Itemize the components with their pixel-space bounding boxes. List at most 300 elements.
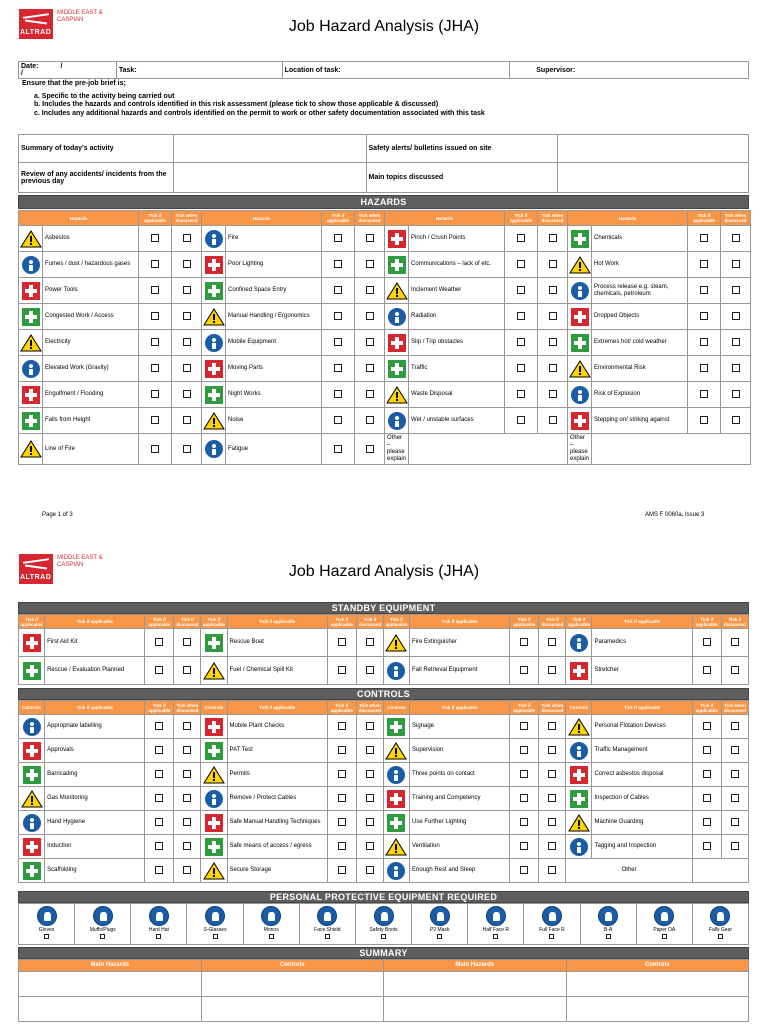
- checkbox-discussed[interactable]: [548, 666, 556, 674]
- ppe-item: [581, 904, 637, 944]
- ppe-checkbox[interactable]: [381, 934, 386, 939]
- hazard-label: Extremes hot/ cold weather: [592, 330, 688, 356]
- safe-means-of-access-egress-icon: [203, 837, 225, 857]
- checkbox-applicable[interactable]: [334, 234, 342, 242]
- checkbox-discussed[interactable]: [732, 234, 740, 242]
- summary-field[interactable]: [173, 135, 366, 163]
- checkbox-discussed[interactable]: [548, 638, 556, 646]
- ppe-row: [18, 903, 749, 945]
- controls-section-title: CONTROLS: [18, 688, 749, 700]
- personal-flotation-devices-icon: [568, 717, 590, 737]
- ppe-label: Muffs/Plugs: [89, 927, 116, 933]
- checkbox-discussed[interactable]: [731, 722, 739, 730]
- checkbox-applicable[interactable]: [700, 364, 708, 372]
- hazards-table: [18, 210, 751, 465]
- summary-field[interactable]: [201, 972, 384, 997]
- checkbox-applicable[interactable]: [151, 286, 159, 294]
- hazard-label: Inclement Weather: [409, 278, 505, 304]
- checkbox-discussed[interactable]: [183, 818, 191, 826]
- checkbox-applicable[interactable]: [700, 312, 708, 320]
- checkbox-applicable[interactable]: [338, 638, 346, 646]
- checkbox-applicable[interactable]: [151, 364, 159, 372]
- checkbox-discussed[interactable]: [732, 416, 740, 424]
- checkbox-discussed[interactable]: [183, 234, 191, 242]
- col-header-tick-applicable: Tick if applicable: [688, 211, 721, 226]
- checkbox-discussed[interactable]: [183, 312, 191, 320]
- col-header-hazards: Hazards: [385, 211, 505, 226]
- ppe-item: [637, 904, 693, 944]
- hazard-label: Asbestos: [43, 226, 139, 252]
- signage-icon: [385, 717, 407, 737]
- ppe-item: [356, 904, 412, 944]
- checkbox-discussed[interactable]: [366, 794, 374, 802]
- ppe-checkbox[interactable]: [100, 934, 105, 939]
- col-header: Tick when discussed: [174, 701, 201, 715]
- checkbox-applicable[interactable]: [151, 390, 159, 398]
- date-label: Date:: [21, 63, 39, 70]
- checkbox-applicable[interactable]: [520, 818, 528, 826]
- checkbox-discussed[interactable]: [183, 866, 191, 874]
- checkbox-applicable[interactable]: [703, 722, 711, 730]
- alerts-field[interactable]: [558, 135, 749, 163]
- table-row: [19, 434, 751, 465]
- hazard-label: Night Works: [226, 382, 322, 408]
- fumes-dust-hazardous-gases-icon: [20, 255, 42, 275]
- monos-icon: [261, 906, 281, 926]
- page-title: Job Hazard Analysis (JHA): [288, 563, 480, 580]
- checkbox-discussed[interactable]: [732, 260, 740, 268]
- checkbox-applicable[interactable]: [334, 312, 342, 320]
- hazard-label: Communications – lack of etc.: [409, 252, 505, 278]
- col-header: Tick if applicable: [201, 615, 227, 629]
- col-header: Tick if discussed: [721, 615, 748, 629]
- checkbox-applicable[interactable]: [700, 260, 708, 268]
- fall-retrieval-equipment-icon: [385, 661, 407, 681]
- mobile-plant-checks-icon: [203, 717, 225, 737]
- table-row: [19, 278, 751, 304]
- checkbox-discussed[interactable]: [183, 260, 191, 268]
- col-header: Tick if applicable: [327, 701, 356, 715]
- checkbox-discussed[interactable]: [732, 312, 740, 320]
- fuel-chemical-spill-kit-icon: [203, 661, 225, 681]
- ppe-checkbox[interactable]: [606, 934, 611, 939]
- checkbox-discussed[interactable]: [366, 818, 374, 826]
- ppe-label: Face Shield: [314, 927, 341, 933]
- ppe-checkbox[interactable]: [493, 934, 498, 939]
- falls-from-height-icon: [20, 411, 42, 431]
- alerts-label: Safety alerts/ bulletins issued on site: [366, 135, 558, 163]
- hard-hat-icon: [149, 906, 169, 926]
- checkbox-applicable[interactable]: [517, 286, 525, 294]
- hazard-label: Noise: [226, 408, 322, 434]
- col-header: Tick if applicable: [692, 615, 721, 629]
- poor-lighting-icon: [203, 255, 225, 275]
- hazard-label: Moving Parts: [226, 356, 322, 382]
- checkbox-discussed[interactable]: [548, 818, 556, 826]
- checkbox-discussed[interactable]: [366, 286, 374, 294]
- checkbox-applicable[interactable]: [703, 818, 711, 826]
- summary-field[interactable]: [384, 997, 567, 1022]
- falls-gear-icon: [710, 906, 730, 926]
- item-label: Correct asbestos disposal: [592, 763, 692, 787]
- ppe-label: Gloves: [38, 927, 55, 933]
- checkbox-discussed[interactable]: [366, 312, 374, 320]
- checkbox-discussed[interactable]: [549, 416, 557, 424]
- checkbox-applicable[interactable]: [338, 666, 346, 674]
- summary-field[interactable]: [384, 972, 567, 997]
- summary-field[interactable]: [566, 997, 749, 1022]
- gloves-icon: [37, 906, 57, 926]
- item-label: Permits: [227, 763, 327, 787]
- item-label: Safe Manual Handling Techniques: [227, 811, 327, 835]
- ppe-item: [300, 904, 356, 944]
- checkbox-applicable[interactable]: [517, 260, 525, 268]
- ppe-checkbox[interactable]: [213, 934, 218, 939]
- checkbox-applicable[interactable]: [703, 842, 711, 850]
- checkbox-discussed[interactable]: [183, 416, 191, 424]
- checkbox-discussed[interactable]: [183, 390, 191, 398]
- checkbox-discussed[interactable]: [548, 842, 556, 850]
- summary-field[interactable]: [19, 972, 202, 997]
- checkbox-applicable[interactable]: [155, 746, 163, 754]
- rescue-boat-icon: [203, 633, 225, 653]
- col-header: Controls: [566, 701, 592, 715]
- checkbox-discussed[interactable]: [183, 666, 191, 674]
- ppe-checkbox[interactable]: [437, 934, 442, 939]
- environmental-risk-icon: [569, 359, 591, 379]
- checkbox-applicable[interactable]: [155, 794, 163, 802]
- checkbox-applicable[interactable]: [334, 338, 342, 346]
- checkbox-discussed[interactable]: [366, 866, 374, 874]
- checkbox-discussed[interactable]: [731, 842, 739, 850]
- hazard-label: Wet / unstable surfaces: [409, 408, 505, 434]
- item-label: Ventilation: [410, 835, 510, 859]
- checkbox-applicable[interactable]: [703, 770, 711, 778]
- checkbox-discussed[interactable]: [549, 234, 557, 242]
- appropriate-labelling-icon: [21, 717, 43, 737]
- checkbox-discussed[interactable]: [366, 770, 374, 778]
- table-row: [19, 408, 751, 434]
- hand-hygiene-icon: [21, 813, 43, 833]
- hazard-label: Traffic: [409, 356, 505, 382]
- checkbox-applicable[interactable]: [151, 234, 159, 242]
- checkbox-applicable[interactable]: [517, 364, 525, 372]
- checkbox-discussed[interactable]: [549, 260, 557, 268]
- checkbox-discussed[interactable]: [548, 866, 556, 874]
- brief-item: b. Includes the hazards and controls identified in this risk assessment (please tick to show those applicable & discussed): [34, 101, 439, 108]
- traffic-icon: [386, 359, 408, 379]
- checkbox-applicable[interactable]: [155, 866, 163, 874]
- checkbox-applicable[interactable]: [334, 390, 342, 398]
- ppe-checkbox[interactable]: [549, 934, 554, 939]
- checkbox-discussed[interactable]: [366, 445, 374, 453]
- checkbox-discussed[interactable]: [548, 746, 556, 754]
- checkbox-applicable[interactable]: [334, 286, 342, 294]
- checkbox-applicable[interactable]: [703, 794, 711, 802]
- col-header: Tick if applicable: [145, 701, 174, 715]
- ppe-item: [187, 904, 243, 944]
- waste-disposal-icon: [386, 385, 408, 405]
- item-label: Rescue Boat: [227, 629, 327, 657]
- item-label: Mobile Plant Checks: [227, 715, 327, 739]
- checkbox-applicable[interactable]: [151, 445, 159, 453]
- checkbox-applicable[interactable]: [700, 234, 708, 242]
- checkbox-applicable[interactable]: [338, 770, 346, 778]
- brief-item: a. Specific to the activity being carried out: [34, 92, 175, 100]
- checkbox-applicable[interactable]: [520, 666, 528, 674]
- topics-field[interactable]: [558, 163, 749, 193]
- checkbox-discussed[interactable]: [366, 390, 374, 398]
- checkbox-discussed[interactable]: [366, 364, 374, 372]
- checkbox-applicable[interactable]: [520, 638, 528, 646]
- checkbox-discussed[interactable]: [183, 638, 191, 646]
- checkbox-discussed[interactable]: [549, 390, 557, 398]
- first-aid-kit-icon: [21, 633, 43, 653]
- ppe-checkbox[interactable]: [662, 934, 667, 939]
- checkbox-applicable[interactable]: [338, 722, 346, 730]
- mobile-equipment-icon: [203, 333, 225, 353]
- col-header: Tick if applicable: [510, 701, 539, 715]
- checkbox-applicable[interactable]: [151, 312, 159, 320]
- checkbox-applicable[interactable]: [700, 338, 708, 346]
- secure-storage-icon: [203, 861, 225, 881]
- checkbox-discussed[interactable]: [366, 842, 374, 850]
- three-points-on-contact-icon: [385, 765, 407, 785]
- date-value[interactable]: / /: [21, 63, 81, 77]
- checkbox-applicable[interactable]: [155, 818, 163, 826]
- checkbox-discussed[interactable]: [549, 338, 557, 346]
- checkbox-applicable[interactable]: [517, 338, 525, 346]
- table-row: [19, 835, 749, 859]
- checkbox-applicable[interactable]: [155, 666, 163, 674]
- supervisor-field[interactable]: Supervisor:: [510, 62, 749, 79]
- checkbox-applicable[interactable]: [334, 416, 342, 424]
- checkbox-discussed[interactable]: [183, 445, 191, 453]
- checkbox-applicable[interactable]: [338, 794, 346, 802]
- checkbox-discussed[interactable]: [732, 390, 740, 398]
- hazard-label: Fatigue: [226, 434, 322, 465]
- checkbox-discussed[interactable]: [366, 638, 374, 646]
- checkbox-discussed[interactable]: [183, 770, 191, 778]
- ppe-label: Half Face R: [482, 927, 510, 933]
- task-field[interactable]: Task:: [116, 62, 282, 79]
- checkbox-discussed[interactable]: [366, 746, 374, 754]
- checkbox-applicable[interactable]: [517, 312, 525, 320]
- ppe-item: [19, 904, 75, 944]
- checkbox-discussed[interactable]: [732, 364, 740, 372]
- hazard-other-field[interactable]: [592, 434, 751, 465]
- b-a-icon: [598, 906, 618, 926]
- checkbox-discussed[interactable]: [731, 818, 739, 826]
- checkbox-discussed[interactable]: [366, 666, 374, 674]
- col-header: Tick when discussed: [721, 701, 748, 715]
- checkbox-applicable[interactable]: [520, 746, 528, 754]
- col-header: Tick if applicable: [45, 701, 145, 715]
- paramedics-icon: [568, 633, 590, 653]
- checkbox-discussed[interactable]: [732, 286, 740, 294]
- checkbox-discussed[interactable]: [183, 794, 191, 802]
- item-label: Three points on contact: [410, 763, 510, 787]
- checkbox-applicable[interactable]: [703, 666, 711, 674]
- col-header: Tick if applicable: [45, 615, 145, 629]
- ppe-checkbox[interactable]: [269, 934, 274, 939]
- col-header-hazards: Hazards: [202, 211, 322, 226]
- table-row: [19, 811, 749, 835]
- ppe-label: P2 Mask: [429, 927, 450, 933]
- checkbox-discussed[interactable]: [731, 638, 739, 646]
- col-header: Controls: [201, 701, 227, 715]
- standby-section-title: STANDBY EQUIPMENT: [18, 602, 749, 614]
- scaffolding-icon: [21, 861, 43, 881]
- hazard-label: Slip / Trip obstacles: [409, 330, 505, 356]
- checkbox-applicable[interactable]: [338, 746, 346, 754]
- checkbox-applicable[interactable]: [700, 416, 708, 424]
- checkbox-discussed[interactable]: [366, 234, 374, 242]
- full-face-r-icon: [542, 906, 562, 926]
- table-row: [19, 787, 749, 811]
- checkbox-applicable[interactable]: [334, 364, 342, 372]
- table-row: [19, 629, 749, 657]
- checkbox-applicable[interactable]: [151, 416, 159, 424]
- checkbox-applicable[interactable]: [151, 260, 159, 268]
- checkbox-discussed[interactable]: [732, 338, 740, 346]
- col-header: Tick if discussed: [356, 615, 383, 629]
- summary-field[interactable]: [566, 972, 749, 997]
- item-label: Safe means of access / egress: [227, 835, 327, 859]
- checkbox-applicable[interactable]: [520, 866, 528, 874]
- checkbox-applicable[interactable]: [703, 638, 711, 646]
- checkbox-applicable[interactable]: [151, 338, 159, 346]
- item-label: Traffic Management: [592, 739, 692, 763]
- checkbox-discussed[interactable]: [183, 722, 191, 730]
- checkbox-applicable[interactable]: [338, 842, 346, 850]
- checkbox-discussed[interactable]: [183, 286, 191, 294]
- ppe-checkbox[interactable]: [325, 934, 330, 939]
- checkbox-applicable[interactable]: [155, 770, 163, 778]
- checkbox-applicable[interactable]: [334, 445, 342, 453]
- checkbox-applicable[interactable]: [517, 234, 525, 242]
- checkbox-discussed[interactable]: [548, 770, 556, 778]
- summary-field[interactable]: [201, 997, 384, 1022]
- manual-handling-ergonomics-icon: [203, 307, 225, 327]
- checkbox-discussed[interactable]: [183, 842, 191, 850]
- checkbox-discussed[interactable]: [366, 338, 374, 346]
- col-header: Tick if applicable: [592, 701, 692, 715]
- training-and-competency-icon: [385, 789, 407, 809]
- checkbox-discussed[interactable]: [548, 794, 556, 802]
- use-further-lighting-icon: [385, 813, 407, 833]
- review-label: Review of any accidents/ incidents from the previous day: [19, 163, 174, 193]
- col-header: Controls: [383, 701, 409, 715]
- checkbox-discussed[interactable]: [549, 286, 557, 294]
- hazard-label: Mobile Equipment: [226, 330, 322, 356]
- summary-field[interactable]: [19, 997, 202, 1022]
- checkbox-discussed[interactable]: [548, 722, 556, 730]
- checkbox-discussed[interactable]: [366, 416, 374, 424]
- ppe-label: Monos: [263, 927, 279, 933]
- table-row: [19, 997, 749, 1022]
- summary-col-header: Controls: [566, 960, 749, 972]
- item-label: Personal Flotation Devices: [592, 715, 692, 739]
- checkbox-discussed[interactable]: [731, 794, 739, 802]
- col-header-hazards: Hazards: [568, 211, 688, 226]
- hazard-label: Manual Handling / Ergonomics: [226, 304, 322, 330]
- brief-intro: Ensure that the pre-job brief is;: [22, 80, 126, 87]
- checkbox-applicable[interactable]: [338, 866, 346, 874]
- ppe-item: [131, 904, 187, 944]
- checkbox-discussed[interactable]: [183, 364, 191, 372]
- checkbox-applicable[interactable]: [700, 286, 708, 294]
- item-label: Approvals: [45, 739, 145, 763]
- checkbox-discussed[interactable]: [731, 746, 739, 754]
- other-field[interactable]: [692, 859, 748, 883]
- checkbox-applicable[interactable]: [700, 390, 708, 398]
- checkbox-applicable[interactable]: [703, 746, 711, 754]
- item-label: Tagging and Inspection: [592, 835, 692, 859]
- checkbox-discussed[interactable]: [549, 364, 557, 372]
- s-glasses-icon: [205, 906, 225, 926]
- ppe-item: [468, 904, 524, 944]
- checkbox-applicable[interactable]: [520, 770, 528, 778]
- checkbox-applicable[interactable]: [334, 260, 342, 268]
- checkbox-applicable[interactable]: [338, 818, 346, 826]
- ppe-checkbox[interactable]: [156, 934, 161, 939]
- altrad-logo: ALTRAD MIDDLE EAST & CASPIAN: [19, 9, 119, 39]
- hazard-label: Poor Lighting: [226, 252, 322, 278]
- other-label: Other: [566, 859, 692, 883]
- half-face-r-icon: [486, 906, 506, 926]
- checkbox-applicable[interactable]: [520, 794, 528, 802]
- ppe-checkbox[interactable]: [44, 934, 49, 939]
- hazard-label: Falls from Height: [43, 408, 139, 434]
- hot-work-icon: [569, 255, 591, 275]
- checkbox-discussed[interactable]: [549, 312, 557, 320]
- hazard-other-field[interactable]: [409, 434, 568, 465]
- checkbox-applicable[interactable]: [520, 842, 528, 850]
- hazard-label: Power Tools: [43, 278, 139, 304]
- checkbox-applicable[interactable]: [520, 722, 528, 730]
- col-header-tick-applicable: Tick if applicable: [322, 211, 355, 226]
- communications-lack-of-etc-icon: [386, 255, 408, 275]
- checkbox-discussed[interactable]: [731, 770, 739, 778]
- review-field[interactable]: [173, 163, 366, 193]
- ppe-checkbox[interactable]: [718, 934, 723, 939]
- induction-icon: [21, 837, 43, 857]
- elevated-work-gravity-icon: [20, 359, 42, 379]
- hazard-label: Confined Space Entry: [226, 278, 322, 304]
- checkbox-discussed[interactable]: [731, 666, 739, 674]
- checkbox-discussed[interactable]: [183, 746, 191, 754]
- process-release-e-g-steam-chemicals-petroleum-icon: [569, 281, 591, 301]
- item-label: Gas Monitoring: [45, 787, 145, 811]
- checkbox-discussed[interactable]: [366, 722, 374, 730]
- checkbox-discussed[interactable]: [366, 260, 374, 268]
- item-label: Training and Competency: [410, 787, 510, 811]
- checkbox-applicable[interactable]: [155, 638, 163, 646]
- item-label: Fall Retrieval Equipment: [410, 657, 510, 685]
- checkbox-discussed[interactable]: [183, 338, 191, 346]
- permits-icon: [203, 765, 225, 785]
- location-field[interactable]: Location of task:: [282, 62, 510, 79]
- item-label: Paramedics: [592, 629, 692, 657]
- checkbox-applicable[interactable]: [517, 416, 525, 424]
- moving-parts-icon: [203, 359, 225, 379]
- checkbox-applicable[interactable]: [155, 722, 163, 730]
- checkbox-applicable[interactable]: [155, 842, 163, 850]
- hazard-label: Process release e.g. steam, chemicals, petroleum: [592, 278, 688, 304]
- inspection-of-cables-icon: [568, 789, 590, 809]
- checkbox-applicable[interactable]: [517, 390, 525, 398]
